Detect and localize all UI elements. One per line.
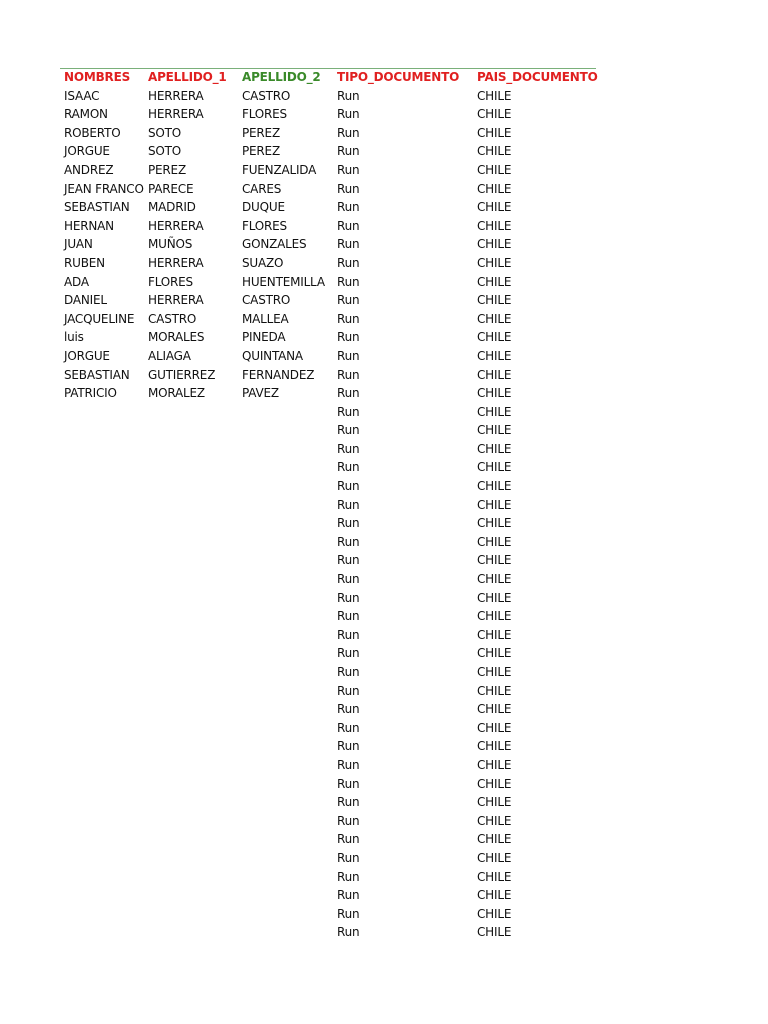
table-row <box>60 886 600 905</box>
cell-tipo-documento: Run <box>337 683 360 698</box>
cell-apellido-2: CARES <box>242 181 282 196</box>
cell-pais-documento: CHILE <box>477 683 512 698</box>
cell-tipo-documento: Run <box>337 757 360 772</box>
cell-apellido-1: GUTIERREZ <box>148 367 216 382</box>
cell-tipo-documento: Run <box>337 88 360 103</box>
cell-pais-documento: CHILE <box>477 181 512 196</box>
table-row <box>60 663 600 682</box>
cell-apellido-2: DUQUE <box>242 200 285 215</box>
cell-nombres: ROBERTO <box>64 125 121 140</box>
table-row <box>60 384 600 403</box>
cell-apellido-2: GONZALES <box>242 237 307 252</box>
table-row <box>60 87 600 106</box>
table-row <box>60 124 600 143</box>
cell-pais-documento: CHILE <box>477 832 512 847</box>
cell-pais-documento: CHILE <box>477 627 512 642</box>
cell-tipo-documento: Run <box>337 237 360 252</box>
cell-tipo-documento: Run <box>337 813 360 828</box>
cell-tipo-documento: Run <box>337 404 360 419</box>
table-body <box>60 87 600 942</box>
cell-nombres: JEAN FRANCO <box>64 181 144 196</box>
cell-nombres: SEBASTIAN <box>64 367 130 382</box>
cell-tipo-documento: Run <box>337 293 360 308</box>
table-row <box>60 607 600 626</box>
cell-tipo-documento: Run <box>337 386 360 401</box>
cell-pais-documento: CHILE <box>477 702 512 717</box>
cell-tipo-documento: Run <box>337 832 360 847</box>
cell-tipo-documento: Run <box>337 534 360 549</box>
cell-pais-documento: CHILE <box>477 88 512 103</box>
cell-pais-documento: CHILE <box>477 795 512 810</box>
cell-apellido-1: HERRERA <box>148 107 204 122</box>
table-row <box>60 440 600 459</box>
cell-pais-documento: CHILE <box>477 386 512 401</box>
cell-tipo-documento: Run <box>337 553 360 568</box>
table-row <box>60 533 600 552</box>
table-row <box>60 347 600 366</box>
cell-pais-documento: CHILE <box>477 906 512 921</box>
table-row <box>60 198 600 217</box>
cell-apellido-2: SUAZO <box>242 255 284 270</box>
cell-pais-documento: CHILE <box>477 757 512 772</box>
table-row <box>60 310 600 329</box>
cell-tipo-documento: Run <box>337 646 360 661</box>
cell-tipo-documento: Run <box>337 144 360 159</box>
cell-tipo-documento: Run <box>337 200 360 215</box>
table-row <box>60 421 600 440</box>
cell-pais-documento: CHILE <box>477 497 512 512</box>
cell-pais-documento: CHILE <box>477 869 512 884</box>
table-row <box>60 217 600 236</box>
cell-nombres: RUBEN <box>64 255 105 270</box>
table-row <box>60 161 600 180</box>
table-row <box>60 366 600 385</box>
cell-apellido-1: PARECE <box>148 181 194 196</box>
cell-pais-documento: CHILE <box>477 534 512 549</box>
cell-tipo-documento: Run <box>337 441 360 456</box>
cell-tipo-documento: Run <box>337 423 360 438</box>
cell-apellido-1: SOTO <box>148 144 182 159</box>
cell-tipo-documento: Run <box>337 850 360 865</box>
cell-pais-documento: CHILE <box>477 255 512 270</box>
cell-pais-documento: CHILE <box>477 423 512 438</box>
table-header-row <box>60 68 600 87</box>
cell-pais-documento: CHILE <box>477 144 512 159</box>
table-row <box>60 291 600 310</box>
cell-pais-documento: CHILE <box>477 441 512 456</box>
cell-apellido-1: CASTRO <box>148 311 197 326</box>
header-apellido-1: APELLIDO_1 <box>148 70 227 84</box>
cell-pais-documento: CHILE <box>477 125 512 140</box>
cell-apellido-1: SOTO <box>148 125 182 140</box>
cell-tipo-documento: Run <box>337 107 360 122</box>
cell-apellido-1: MORALES <box>148 330 205 345</box>
cell-pais-documento: CHILE <box>477 218 512 233</box>
cell-apellido-2: QUINTANA <box>242 348 303 363</box>
table-row <box>60 273 600 292</box>
table-row <box>60 328 600 347</box>
cell-tipo-documento: Run <box>337 627 360 642</box>
cell-apellido-1: HERRERA <box>148 218 204 233</box>
cell-tipo-documento: Run <box>337 479 360 494</box>
table-row <box>60 756 600 775</box>
cell-pais-documento: CHILE <box>477 516 512 531</box>
table-row <box>60 793 600 812</box>
cell-nombres: RAMON <box>64 107 108 122</box>
cell-apellido-1: MUÑOS <box>148 237 193 252</box>
cell-tipo-documento: Run <box>337 739 360 754</box>
cell-tipo-documento: Run <box>337 795 360 810</box>
cell-tipo-documento: Run <box>337 906 360 921</box>
cell-apellido-1: HERRERA <box>148 293 204 308</box>
cell-pais-documento: CHILE <box>477 237 512 252</box>
cell-pais-documento: CHILE <box>477 274 512 289</box>
table-row <box>60 180 600 199</box>
cell-pais-documento: CHILE <box>477 665 512 679</box>
spreadsheet-table <box>60 62 600 942</box>
cell-pais-documento: CHILE <box>477 479 512 494</box>
cell-apellido-1: FLORES <box>148 274 193 289</box>
cell-nombres: ISAAC <box>64 88 100 103</box>
cell-apellido-2: CASTRO <box>242 293 291 308</box>
table-row <box>60 403 600 422</box>
header-nombres: NOMBRES <box>64 70 131 84</box>
cell-pais-documento: CHILE <box>477 609 512 624</box>
cell-apellido-1: MADRID <box>148 200 196 215</box>
cell-tipo-documento: Run <box>337 181 360 196</box>
cell-tipo-documento: Run <box>337 367 360 382</box>
cell-nombres: JORGUE <box>64 348 110 363</box>
cell-pais-documento: CHILE <box>477 850 512 865</box>
cell-pais-documento: CHILE <box>477 330 512 345</box>
cell-tipo-documento: Run <box>337 348 360 363</box>
cell-tipo-documento: Run <box>337 572 360 587</box>
table-row <box>60 923 600 942</box>
cell-pais-documento: CHILE <box>477 776 512 791</box>
cell-pais-documento: CHILE <box>477 925 512 940</box>
cell-apellido-2: PEREZ <box>242 144 280 159</box>
table-row <box>60 496 600 515</box>
table-row <box>60 254 600 273</box>
cell-apellido-2: PAVEZ <box>242 386 279 401</box>
table-row <box>60 775 600 794</box>
cell-tipo-documento: Run <box>337 665 360 679</box>
cell-pais-documento: CHILE <box>477 813 512 828</box>
cell-apellido-2: PINEDA <box>242 330 286 345</box>
table-row <box>60 830 600 849</box>
table-row <box>60 682 600 701</box>
cell-nombres: SEBASTIAN <box>64 200 130 215</box>
table-row <box>60 700 600 719</box>
table-row <box>60 905 600 924</box>
cell-nombres: PATRICIO <box>64 386 117 401</box>
cell-nombres: DANIEL <box>64 293 107 308</box>
cell-tipo-documento: Run <box>337 311 360 326</box>
cell-apellido-1: PEREZ <box>148 162 186 177</box>
cell-apellido-1: HERRERA <box>148 255 204 270</box>
cell-pais-documento: CHILE <box>477 348 512 363</box>
cell-nombres: luis <box>64 330 84 345</box>
table-row <box>60 458 600 477</box>
table-row <box>60 142 600 161</box>
cell-nombres: ADA <box>64 274 89 289</box>
table-row <box>60 849 600 868</box>
table-row <box>60 868 600 887</box>
cell-tipo-documento: Run <box>337 125 360 140</box>
cell-pais-documento: CHILE <box>477 572 512 587</box>
cell-tipo-documento: Run <box>337 218 360 233</box>
cell-pais-documento: CHILE <box>477 739 512 754</box>
cell-pais-documento: CHILE <box>477 367 512 382</box>
table-row <box>60 514 600 533</box>
cell-nombres: JACQUELINE <box>64 311 135 326</box>
cell-apellido-2: FLORES <box>242 107 287 122</box>
cell-apellido-1: MORALEZ <box>148 386 205 401</box>
cell-apellido-2: HUENTEMILLA <box>242 274 325 289</box>
header-apellido-2: APELLIDO_2 <box>242 70 321 84</box>
cell-pais-documento: CHILE <box>477 107 512 122</box>
table-row <box>60 477 600 496</box>
cell-tipo-documento: Run <box>337 776 360 791</box>
cell-pais-documento: CHILE <box>477 311 512 326</box>
cell-apellido-2: FLORES <box>242 218 287 233</box>
cell-tipo-documento: Run <box>337 869 360 884</box>
cell-tipo-documento: Run <box>337 888 360 903</box>
cell-apellido-1: ALIAGA <box>148 348 191 363</box>
header-pais-documento: PAIS_DOCUMENTO <box>477 70 598 84</box>
cell-nombres: JORGUE <box>64 144 110 159</box>
table-row <box>60 737 600 756</box>
table-row <box>60 570 600 589</box>
cell-nombres: HERNAN <box>64 218 114 233</box>
cell-tipo-documento: Run <box>337 720 360 735</box>
cell-nombres: JUAN <box>64 237 93 252</box>
cell-tipo-documento: Run <box>337 274 360 289</box>
cell-tipo-documento: Run <box>337 255 360 270</box>
table-row <box>60 105 600 124</box>
header-tipo-documento: TIPO_DOCUMENTO <box>337 70 460 84</box>
cell-pais-documento: CHILE <box>477 590 512 605</box>
table-row <box>60 235 600 254</box>
cell-pais-documento: CHILE <box>477 162 512 177</box>
cell-apellido-2: FERNANDEZ <box>242 367 315 382</box>
cell-tipo-documento: Run <box>337 516 360 531</box>
cell-apellido-2: CASTRO <box>242 88 291 103</box>
cell-tipo-documento: Run <box>337 497 360 512</box>
table-row <box>60 551 600 570</box>
cell-tipo-documento: Run <box>337 162 360 177</box>
cell-pais-documento: CHILE <box>477 888 512 903</box>
cell-pais-documento: CHILE <box>477 646 512 661</box>
cell-apellido-2: FUENZALIDA <box>242 162 317 177</box>
cell-apellido-2: MALLEA <box>242 311 289 326</box>
table-row <box>60 589 600 608</box>
cell-pais-documento: CHILE <box>477 460 512 475</box>
cell-pais-documento: CHILE <box>477 404 512 419</box>
cell-apellido-2: PEREZ <box>242 125 280 140</box>
cell-apellido-1: HERRERA <box>148 88 204 103</box>
table-row <box>60 812 600 831</box>
cell-tipo-documento: Run <box>337 590 360 605</box>
table-row <box>60 719 600 738</box>
cell-nombres: ANDREZ <box>64 162 114 177</box>
table-row <box>60 644 600 663</box>
cell-tipo-documento: Run <box>337 702 360 717</box>
cell-tipo-documento: Run <box>337 330 360 345</box>
cell-pais-documento: CHILE <box>477 553 512 568</box>
cell-pais-documento: CHILE <box>477 200 512 215</box>
cell-pais-documento: CHILE <box>477 293 512 308</box>
cell-tipo-documento: Run <box>337 925 360 940</box>
table-row <box>60 626 600 645</box>
cell-tipo-documento: Run <box>337 609 360 624</box>
cell-tipo-documento: Run <box>337 460 360 475</box>
cell-pais-documento: CHILE <box>477 720 512 735</box>
